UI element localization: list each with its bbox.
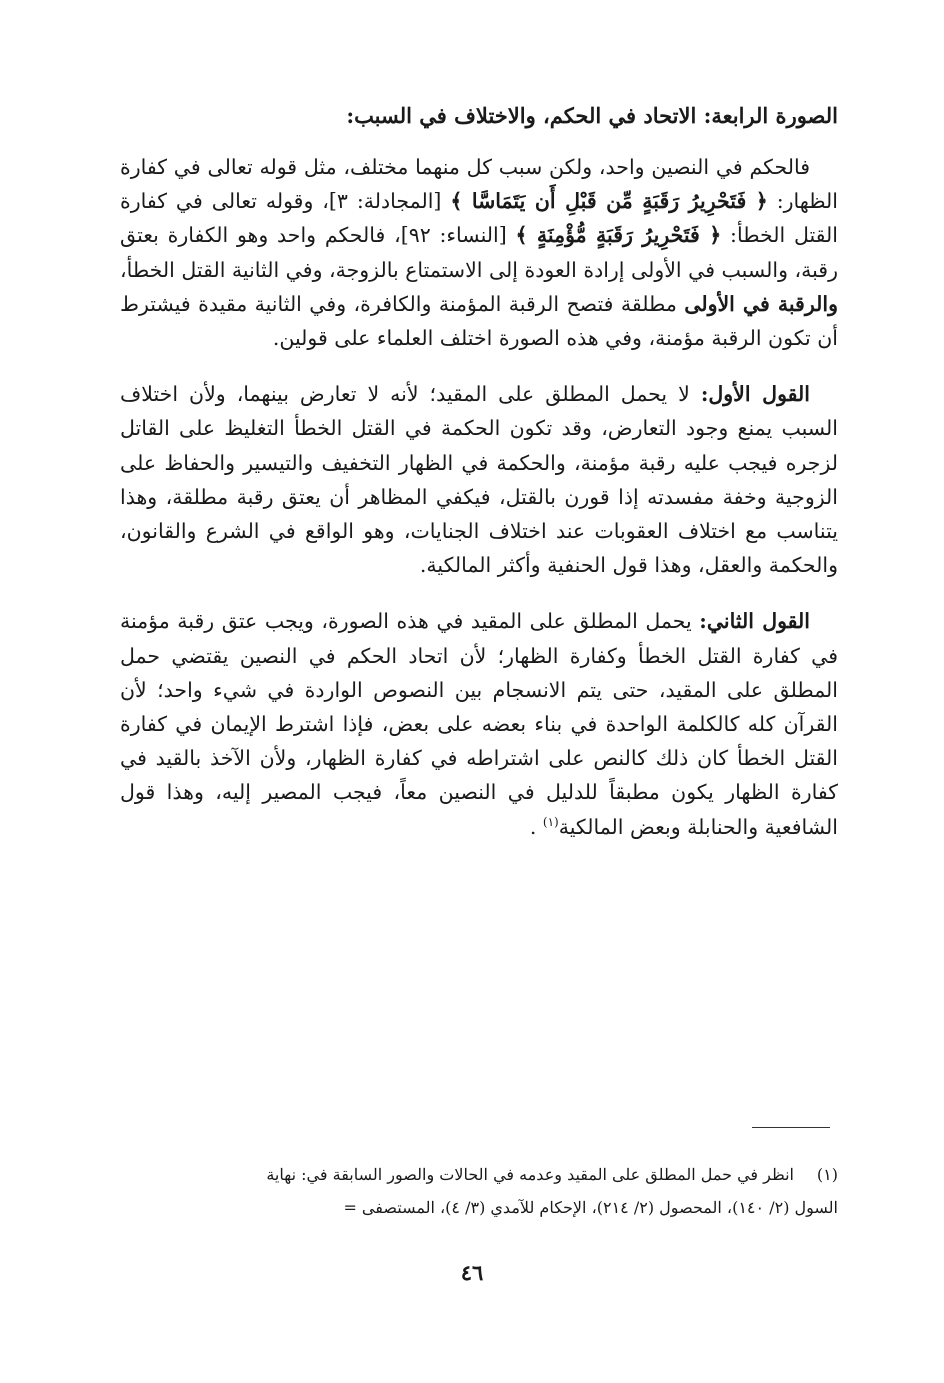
footnote-text-1: انظر في حمل المطلق على المقيد وعدمه في الحالات والصور السابقة في: نهاية xyxy=(266,1165,794,1184)
intro-text-2: [النساء: ٩٢]، فالحكم واحد وهو الكفارة بعتق رقبة، والسبب في الأولى إرادة العودة إلى الاستمتاع بالزوجة، وفي الثانية القتل الخطأ، xyxy=(120,223,838,282)
first-opinion-text: لا يحمل المطلق على المقيد؛ لأنه لا تعارض بينهما، ولأن اختلاف السبب يمنع وجود التعارض، وقد تكون الحكمة في القتل الخطأ التغليظ على القاتل لزجره فيجب عليه رقبة مؤمنة، والحكمة في الظهار التخفيف والتيسير والحفاظ على الزوجية وخفة مفسدته إذا قورن بالقتل، فيكفي المظاهر أن يعتق رقبة مطلقة، وهذا يتناسب مع اختلاف العقوبات عند اختلاف الجنايات، وهو الواقع في الشرع والقانون، والحكمة والعقل، وهذا قول الحنفية وأكثر المالكية. xyxy=(120,382,838,578)
footnote-text-2: السول (٢/ ١٤٠)، المحصول (٢/ ٢١٤)، الإحكام للآمدي (٣/ ٤)، المستصفى = xyxy=(343,1198,838,1217)
quran-verse-2: ﴿ فَتَحْرِيرُ رَقَبَةٍ مُّؤْمِنَةٍ ﴾ xyxy=(515,223,722,248)
page-number: ٤٦ xyxy=(460,1260,484,1285)
footnote-reference: (١) xyxy=(542,814,559,829)
quran-verse-1: ﴿ فَتَحْرِيرُ رَقَبَةٍ مِّن قَبْلِ أَن يَتَمَاسَّا ﴾ xyxy=(450,189,768,214)
second-opinion-text: يحمل المطلق على المقيد في هذه الصورة، ويجب عتق رقبة مؤمنة في كفارة القتل الخطأ وكفارة الظهار؛ لأن اتحاد الحكم في النصين يقتضي حمل المطلق على المقيد، حتى يتم الانسجام بين النصوص الواردة في شيء واحد؛ لأن القرآن كله كالكلمة الواحدة في بناء بعضه على بعض، فإذا اشترط الإيمان في كفارة القتل الخطأ كان ذلك كالنص على اشتراطه في كفارة الظهار، ولأن الآخذ بالقيد في كفارة الظهار يكون مطبقاً للدليل في النصين معاً، فيجب المصير إليه، وهذا قول الشافعية والحنابلة وبعض المالكية xyxy=(120,609,838,839)
footnote-line-1 xyxy=(120,1158,838,1191)
footnote-line-2 xyxy=(120,1191,838,1224)
footnote-number: (١) xyxy=(816,1165,838,1184)
paragraph-intro xyxy=(120,150,838,355)
intro-text-3: مطلقة فتصح الرقبة المؤمنة والكافرة، وفي الثانية مقيدة فيشترط أن تكون الرقبة مؤمنة، وفي هذه الصورة اختلف العلماء على قولين. xyxy=(120,291,838,351)
verse-reference-1: [المجادلة: ٣]، وقوله تعالى في كفارة القتل الخطأ: xyxy=(120,189,838,248)
paragraph-second-opinion xyxy=(120,604,838,843)
section-heading: الصورة الرابعة: الاتحاد في الحكم، والاختلاف في السبب: xyxy=(346,103,838,128)
intro-text-1: فالحكم في النصين واحد، ولكن سبب كل منهما مختلف، مثل قوله تعالى في كفارة الظهار: xyxy=(120,155,838,214)
first-opinion-label: القول الأول: xyxy=(700,382,810,407)
page-body xyxy=(120,96,838,866)
footnote-separator xyxy=(752,1127,830,1128)
intro-bold-text: والرقبة في الأولى xyxy=(684,291,838,316)
second-opinion-label: القول الثاني: xyxy=(699,609,810,634)
second-opinion-end: . xyxy=(529,814,543,839)
paragraph-first-opinion xyxy=(120,377,838,582)
footnote xyxy=(120,1158,838,1224)
